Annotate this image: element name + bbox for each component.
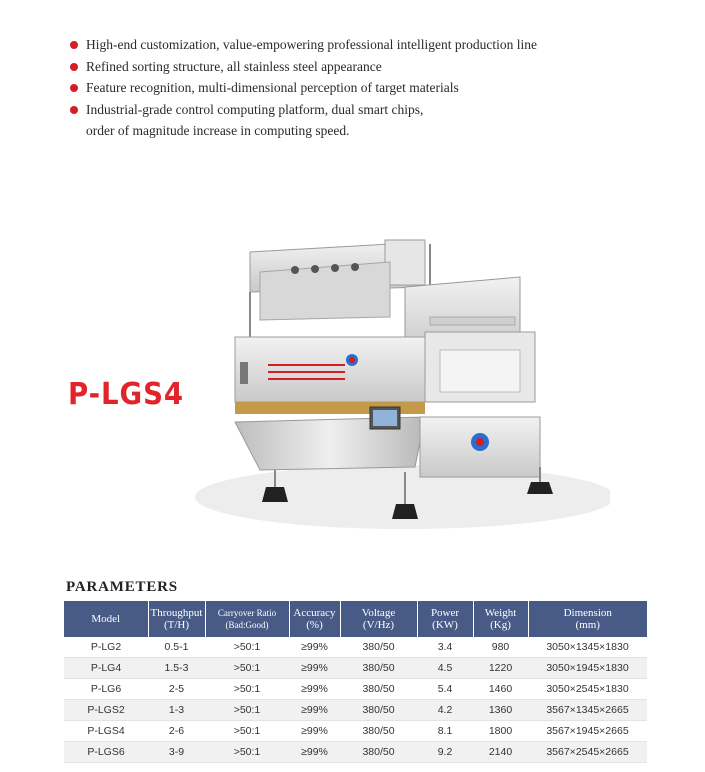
table-cell: ≥99% [289,721,340,742]
table-cell: 380/50 [340,679,417,700]
table-cell: 380/50 [340,658,417,679]
table-cell: 9.2 [417,742,473,763]
table-cell: 1800 [473,721,528,742]
table-cell: P-LGS2 [64,700,148,721]
feature-list [70,34,690,142]
table-cell: 3567×2545×2665 [528,742,647,763]
model-title: P-LGS4 [68,377,185,412]
table-cell: 4.5 [417,658,473,679]
feature-text: Industrial-grade control computing platform, dual smart chips, [86,101,424,117]
column-header: Voltage (V/Hz) [340,601,417,637]
bullet-dot-icon [70,63,78,71]
column-header: Dimension (mm) [528,601,647,637]
feature-text: Refined sorting structure, all stainless steel appearance [86,58,382,74]
table-cell: 0.5-1 [148,637,205,658]
table-header-row [64,601,647,637]
feature-item [70,34,690,56]
table-cell: P-LGS6 [64,742,148,763]
table-cell: >50:1 [205,679,289,700]
color-sorter-machine-image [190,232,610,532]
feature-text: High-end customization, value-empowering professional intelligent production line [86,37,538,52]
table-cell: 3567×1945×2665 [528,721,647,742]
table-cell: ≥99% [289,742,340,763]
table-row [64,700,647,721]
table-cell: 1220 [473,658,528,679]
table-cell: 3050×1945×1830 [528,658,647,679]
table-cell: 380/50 [340,721,417,742]
table-cell: 3-9 [148,742,205,763]
table-cell: >50:1 [205,721,289,742]
table-cell: >50:1 [205,742,289,763]
table-cell: P-LGS4 [64,721,148,742]
table-cell: >50:1 [205,700,289,721]
table-cell: 380/50 [340,700,417,721]
table-cell: >50:1 [205,637,289,658]
table-cell: 3050×2545×1830 [528,679,647,700]
parameters-title: PARAMETERS [66,579,178,595]
table-row [64,679,647,700]
bullet-dot-icon [70,84,78,92]
table-cell: 980 [473,637,528,658]
table-cell: 380/50 [340,742,417,763]
table-cell: ≥99% [289,679,340,700]
column-header: Weight (Kg) [473,601,528,637]
table-cell: P-LG2 [64,637,148,658]
table-cell: 380/50 [340,637,417,658]
table-cell: 1460 [473,679,528,700]
column-header: Model [64,601,148,637]
table-cell: 2-5 [148,679,205,700]
table-cell: ≥99% [289,700,340,721]
feature-item [70,56,690,78]
table-cell: ≥99% [289,637,340,658]
column-header: Accuracy (%) [289,601,340,637]
table-cell: 2140 [473,742,528,763]
bullet-dot-icon [70,41,78,49]
table-row [64,742,647,763]
feature-text: Feature recognition, multi-dimensional perception of target materials [86,80,459,95]
table-row [64,721,647,742]
table-cell: 1360 [473,700,528,721]
table-cell: 5.4 [417,679,473,700]
table-cell: P-LG6 [64,679,148,700]
column-header: Throughput (T/H) [148,601,205,637]
column-header: Power (KW) [417,601,473,637]
table-cell: 1.5-3 [148,658,205,679]
table-cell: 3050×1345×1830 [528,637,647,658]
table-cell: 2-6 [148,721,205,742]
table-row [64,637,647,658]
table-cell: ≥99% [289,658,340,679]
table-cell: 4.2 [417,700,473,721]
table-cell: 8.1 [417,721,473,742]
feature-item [70,77,690,99]
parameters-table [64,601,647,763]
table-cell: 3567×1345×2665 [528,700,647,721]
feature-text-continuation: order of magnitude increase in computing speed. [86,123,350,138]
table-cell: 3.4 [417,637,473,658]
table-cell: P-LG4 [64,658,148,679]
column-header: Carryover Ratio (Bad:Good) [205,601,289,637]
table-row [64,658,647,679]
table-cell: >50:1 [205,658,289,679]
bullet-dot-icon [70,106,78,114]
feature-item [70,99,690,142]
table-cell: 1-3 [148,700,205,721]
